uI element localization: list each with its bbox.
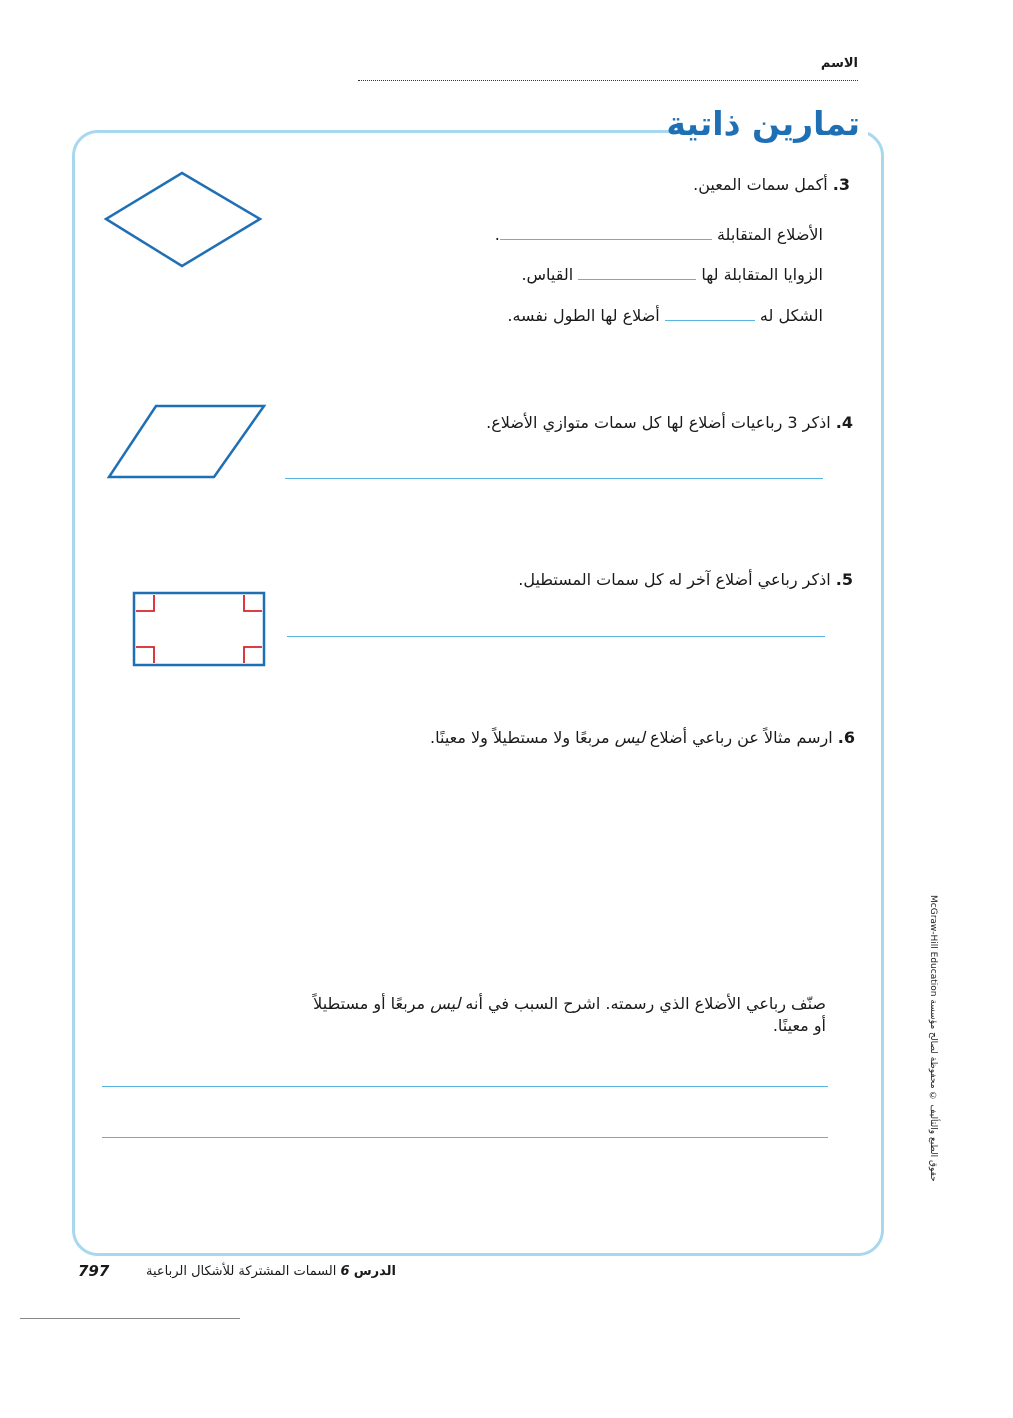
q6-drawing-area[interactable]	[100, 760, 830, 970]
q4-answer-line[interactable]	[285, 478, 823, 479]
exercise-frame	[72, 130, 884, 1256]
q5-prompt: اذكر رباعي أضلاع آخر له كل سمات المستطيل.	[518, 570, 831, 589]
name-label: الاسم	[820, 56, 858, 71]
q5-prompt-row	[518, 569, 853, 591]
footer-lesson	[146, 1264, 396, 1279]
q3-line3-label: الشكل له	[759, 306, 823, 325]
q3-number: 3.	[832, 175, 850, 194]
right-angle-mark-top-left	[136, 595, 154, 611]
q3-line1: الأضلاع المتقابلة .	[494, 225, 823, 244]
classify-line2: أو معينًا.	[772, 1016, 826, 1035]
right-angle-mark-top-right	[244, 595, 262, 611]
q3-line3	[507, 305, 823, 327]
q6-prompt-row	[430, 727, 855, 749]
classify-answer-line-1[interactable]	[102, 1086, 828, 1087]
q3-prompt: أكمل سمات المعين.	[693, 175, 828, 194]
q3-prompt-row	[693, 174, 850, 196]
rectangle-figure	[131, 590, 267, 668]
right-angle-mark-bottom-right	[244, 647, 262, 663]
parallelogram-figure	[106, 403, 268, 481]
q6-prompt-part1: ارسم مثالاً عن رباعي أضلاع	[649, 728, 833, 747]
q4-prompt-row	[486, 412, 853, 434]
page-title: تمارين ذاتية	[666, 104, 860, 143]
q3-line2-label: الزوايا المتقابلة لها	[701, 265, 823, 284]
bottom-rule	[20, 1318, 240, 1319]
q3-line2-suffix: القياس.	[521, 265, 574, 284]
copyright-side-text: McGraw-Hill Education حقوق الطبع والتأليف © محفوظة لصالح مؤسسة	[928, 895, 938, 1182]
classify-answer-line-2[interactable]	[102, 1137, 828, 1138]
q3-line1-label: الأضلاع المتقابلة	[716, 225, 823, 244]
q3-blank-3[interactable]	[665, 308, 755, 321]
q6-prompt-emphasis: ليس	[614, 728, 645, 747]
q3-blank-1[interactable]	[500, 227, 712, 240]
right-angle-mark-bottom-left	[136, 647, 154, 663]
q3-line2	[521, 264, 823, 286]
q6-number: 6.	[837, 728, 855, 747]
classify-part2: مربعًا أو مستطيلاً	[313, 994, 426, 1013]
name-input-line[interactable]	[358, 80, 858, 81]
q5-number: 5.	[835, 570, 853, 589]
classify-emphasis: ليس	[430, 994, 461, 1013]
classify-prompt	[186, 993, 826, 1037]
page-number: 797	[78, 1262, 110, 1280]
classify-part1: صنّف رباعي الأضلاع الذي رسمته. اشرح السبب في أنه	[465, 994, 826, 1013]
q5-answer-line[interactable]	[287, 636, 825, 637]
q6-prompt-part2: مربعًا ولا مستطيلاً ولا معينًا.	[430, 728, 610, 747]
footer-lesson-title: السمات المشتركة للأشكال الرباعية	[145, 1264, 337, 1279]
q4-prompt: اذكر 3 رباعيات أضلاع لها كل سمات متوازي الأضلاع.	[486, 413, 831, 432]
q3-blank-2[interactable]	[578, 267, 696, 280]
footer-lesson-label: الدرس	[353, 1264, 396, 1279]
q4-number: 4.	[835, 413, 853, 432]
q3-line3-suffix: أضلاع لها الطول نفسه.	[507, 306, 660, 325]
footer-lesson-number: 6	[340, 1264, 350, 1279]
rhombus-figure	[102, 170, 264, 270]
